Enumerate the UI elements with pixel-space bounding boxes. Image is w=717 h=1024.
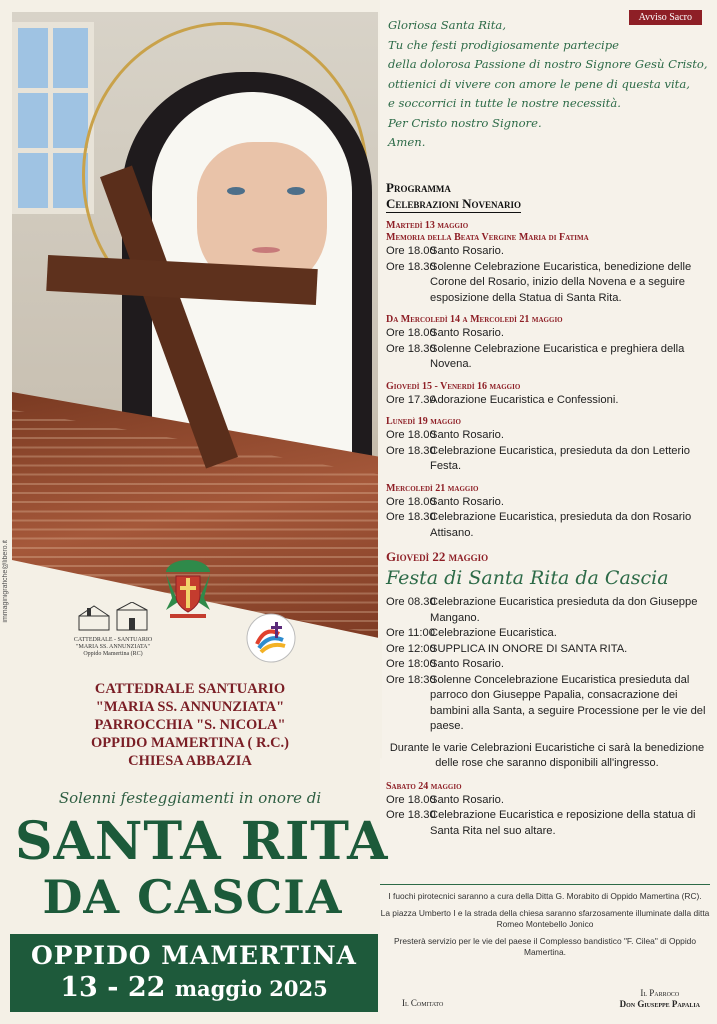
right-column — [380, 8, 710, 1016]
schedule-row — [386, 808, 708, 839]
row-time: Ore 18.30 — [386, 511, 436, 523]
schedule-row — [386, 393, 708, 409]
mouth — [252, 247, 280, 253]
row-time: Ore 18.30 — [386, 809, 436, 821]
schedule-section — [386, 781, 708, 840]
row-time: Ore 08.30 — [386, 596, 436, 608]
festa-day-heading: Giovedì 22 maggio — [386, 549, 489, 564]
avviso-sacro-badge: Avviso Sacro — [629, 10, 702, 25]
schedule-row — [386, 260, 708, 307]
organizers — [40, 680, 340, 770]
prayer-line: Amen. — [388, 135, 426, 149]
info-fireworks: I fuochi pirotecnici saranno a cura della Ditta G. Morabito di Oppido Mamertina (RC). — [388, 891, 702, 901]
row-time: Ore 18.30 — [386, 260, 436, 273]
row-time: Ore 18.00 — [386, 245, 436, 257]
organizer-line-5: CHIESA ABBAZIA — [128, 753, 252, 769]
row-text: Celebrazione Eucaristica e reposizione della statua di Santa Rita nel suo altare. — [430, 809, 696, 837]
row-text: Solenne Celebrazione Eucaristica e preghiera della Novena. — [430, 342, 685, 370]
organizer-line-2: "MARIA SS. ANNUNZIATA" — [95, 699, 285, 715]
prayer-line: e soccorrici in tutte le nostre necessità. — [388, 96, 621, 110]
row-text: Solenne Concelebrazione Eucaristica presieduta dal parroco don Giuseppe Papalia, consacrazione dei bambini alla Santa, a seguire Processione per le vie del paese. — [430, 673, 706, 732]
photo-credit: immaginigrafiche@libero.it — [2, 540, 9, 623]
row-text: Celebrazione Eucaristica. — [430, 627, 557, 639]
date-band — [10, 934, 378, 1012]
cathedral-building-icon — [73, 602, 153, 632]
row-text: Santo Rosario. — [430, 793, 505, 806]
dates-numbers: 13 - 22 — [60, 972, 166, 1003]
schedule-row — [386, 626, 708, 642]
schedule-section — [386, 314, 708, 373]
row-time: Ore 18:30 — [386, 673, 436, 686]
schedule-row — [386, 444, 708, 475]
programma-subtitle: Celebrazioni Novenario — [386, 196, 522, 211]
section-subheading: Memoria della Beata Vergine Maria di Fatima — [386, 232, 589, 243]
festa-title: Festa di Santa Rita da Cascia — [386, 567, 669, 589]
row-time: Ore 17.30 — [386, 393, 436, 406]
prayer-line: Tu che festi prodigiosamente partecipe — [388, 37, 619, 52]
row-text: SUPPLICA IN ONORE DI SANTA RITA. — [430, 642, 628, 655]
city-name: OPPIDO MAMERTINA — [31, 941, 357, 970]
schedule-section — [386, 220, 708, 306]
left-eye — [227, 187, 245, 195]
row-text: Celebrazione Eucaristica, presieduta da don Letterio Festa. — [430, 444, 690, 472]
row-text: Santo Rosario. — [430, 245, 505, 257]
row-time: Ore 18:00 — [386, 658, 436, 670]
prayer-line: Per Cristo nostro Signore. — [388, 115, 542, 130]
event-dates — [10, 972, 378, 1005]
schedule-row — [386, 326, 708, 342]
programma-title: Programma — [386, 180, 451, 195]
row-text: Santo Rosario. — [430, 327, 505, 339]
signature-comitato: Il Comitato — [402, 998, 444, 1008]
prayer-line: ottienici di vivere con amore le pene di questa vita, — [388, 76, 690, 91]
row-text: Adorazione Eucaristica e Confessioni. — [430, 393, 619, 406]
logo-caption-2: "MARIA SS. ANNUNZIATA" — [76, 644, 150, 650]
santa-rita-statue-photo — [12, 12, 378, 652]
pellegrini-di-speranza-logo-icon — [245, 612, 297, 664]
schedule-row — [386, 244, 708, 260]
organizer-line-1: CATTEDRALE SANTUARIO — [94, 681, 286, 697]
signature-parroco — [620, 988, 700, 1010]
parroco-name: Don Giuseppe Papalia — [619, 999, 700, 1009]
logo-caption-3: Oppido Mamertina (RC) — [83, 651, 143, 657]
logo-caption-1: CATTEDRALE - SANTUARIO — [73, 637, 153, 643]
schedule-row — [386, 793, 708, 809]
bishop-coat-of-arms-icon — [162, 558, 214, 620]
parroco-title: Il Parroco — [640, 988, 680, 998]
title-da-cascia: DA CASCIA — [42, 870, 343, 924]
organizer-line-4: OPPIDO MAMERTINA ( R.C.) — [90, 735, 290, 751]
info-box — [380, 884, 710, 964]
info-lights: La piazza Umberto I e la strada della chiesa saranno sfarzosamente illuminate dalla ditta Romeo Montebello Jonico — [380, 908, 710, 929]
schedule-section — [386, 416, 708, 475]
row-text: Santo Rosario. — [430, 658, 505, 670]
row-time: Ore 18.00 — [386, 495, 436, 508]
section-heading: Martedì 13 maggio — [386, 220, 469, 231]
section-heading: Da Mercoledì 14 a Mercoledì 21 maggio — [386, 314, 563, 325]
section-heading: Sabato 24 maggio — [386, 780, 462, 792]
schedule-row — [386, 342, 708, 373]
prayer-line: Gloriosa Santa Rita, — [388, 18, 506, 32]
row-time: Ore 18.30 — [386, 342, 436, 355]
row-text: Santo Rosario. — [430, 429, 505, 441]
schedule-row — [386, 595, 708, 626]
festivity-script-line: Solenni festeggiamenti in onore di — [58, 789, 322, 807]
row-time: Ore 18.30 — [386, 444, 436, 457]
schedule-row — [386, 642, 708, 658]
row-time: Ore 18.00 — [386, 327, 436, 339]
schedule-row — [386, 673, 708, 735]
row-time: Ore 18.00 — [386, 793, 436, 806]
row-text: Celebrazione Eucaristica, presieduta da don Rosario Attisano. — [430, 511, 692, 539]
section-heading: Lunedì 19 maggio — [386, 416, 461, 427]
row-text: Santo Rosario. — [430, 495, 505, 508]
row-text: Celebrazione Eucaristica presieduta da don Giuseppe Mangano. — [430, 596, 698, 624]
rose-blessing-note: Durante le varie Celebrazioni Eucaristiche ci sarà la benedizione delle rose che saranno disponibili all'ingresso. — [389, 741, 705, 769]
organizer-line-3: PARROCCHIA "S. NICOLA" — [94, 717, 286, 733]
schedule-row — [386, 657, 708, 673]
schedule-row — [386, 510, 708, 541]
schedule-section — [386, 381, 708, 409]
dates-month-year: maggio 2025 — [174, 976, 328, 1001]
title-santa-rita: SANTA RITA — [15, 811, 389, 872]
row-text: Solenne Celebrazione Eucaristica, benedizione delle Corone del Rosario, inizio della Novena e a seguire esposizione della Statua di Santa Rita. — [430, 260, 692, 304]
prayer-text — [388, 16, 708, 153]
schedule-row — [386, 428, 708, 444]
row-time: Ore 11:00 — [386, 627, 435, 639]
prayer-line: della dolorosa Passione di nostro Signore Gesù Cristo, — [388, 57, 708, 71]
info-band: Presterà servizio per le vie del paese il Complesso bandistico "F. Cilea" di Oppido Mamertina. — [393, 936, 696, 957]
schedule-row — [386, 495, 708, 511]
schedule-section — [386, 483, 708, 542]
section-heading: Giovedì 15 - Venerdì 16 maggio — [386, 380, 521, 392]
row-time: Ore 18.00 — [386, 429, 436, 441]
section-heading: Mercoledì 21 maggio — [386, 482, 479, 494]
right-eye — [287, 187, 305, 195]
programma-heading — [386, 180, 521, 213]
cathedral-logo — [68, 602, 158, 662]
schedule — [386, 220, 708, 847]
row-time: Ore 12:00 — [386, 642, 436, 655]
